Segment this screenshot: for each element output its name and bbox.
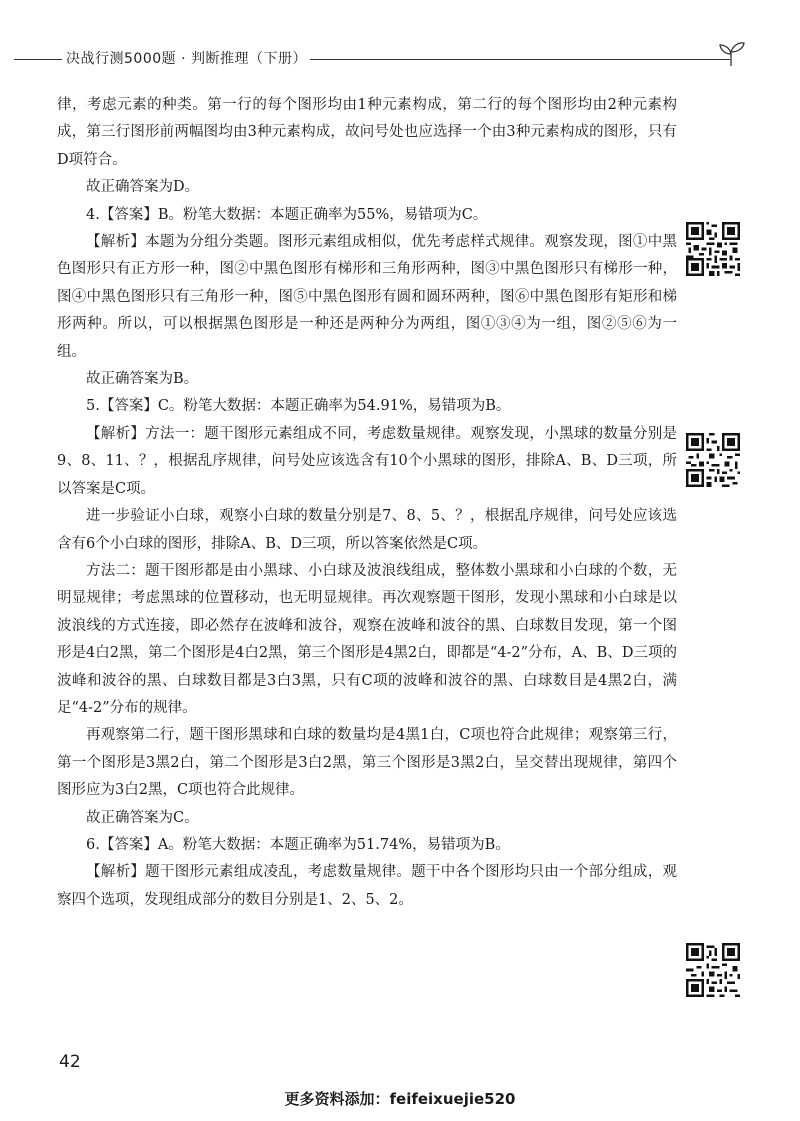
solution-text (57, 92, 677, 914)
paragraph: 再观察第二行，题干图形黑球和白球的数量均是4黑1白，C项也符合此规律；观察第三行，第一个图形是3黑2白，第二个图形是3白2黑，第三个图形是3黑2白，呈交替出现规律，第四个图形应为3白2黑，C项也符合此规律。 (57, 727, 677, 799)
paragraph: 故正确答案为D。 (86, 179, 200, 196)
qr-code-icon[interactable] (686, 433, 740, 487)
paragraph: 律，考虑元素的种类。第一行的每个图形均由1种元素构成，第二行的每个图形均由2种元素构成，第三行图形前两幅图均由3种元素构成，故问号处也应选择一个由3种元素构成的图形，只有D项符合。 (57, 97, 677, 168)
paragraph: 故正确答案为B。 (86, 371, 199, 388)
answer-line: 5.【答案】C。粉笔大数据：本题正确率为54.91%，易错项为B。 (86, 398, 511, 415)
analysis-paragraph: 【解析】题干图形元素组成凌乱，考虑数量规律。题干中各个图形均只由一个部分组成，观察四个选项，发现组成部分的数目分别是1、2、5、2。 (57, 864, 677, 908)
header-rule-right (310, 59, 730, 60)
paragraph: 故正确答案为C。 (86, 809, 199, 826)
paragraph: 进一步验证小白球，观察小白球的数量分别是7、8、5、？，根据乱序规律，问号处应该选含有6个小白球的图形，排除A、B、D三项，所以答案依然是C项。 (57, 508, 677, 552)
answer-line: 4.【答案】B。粉笔大数据：本题正确率为55%，易错项为C。 (86, 206, 488, 223)
page-header (0, 38, 800, 78)
header-rule-left (14, 59, 62, 60)
paragraph: 方法二：题干图形都是由小黑球、小白球及波浪线组成，整体数小黑球和小白球的个数，无明显规律；考虑黑球的位置移动，也无明显规律。再次观察题干图形，发现小黑球和小白球是以波浪线的方式连接，即必然存在波峰和波谷，观察在波峰和波谷的黑、白球数目发现，第一个图形是4白2黑，第二个图形是4白2黑，第三个图形是4黑2白，即都是“4-2”分布，A、B、D三项的波峰和波谷的黑、白球数目都是3白3黑，只有C项的波峰和波谷的黑、白球数目是4黑2白，满足“4-2”分布的规律。 (57, 562, 677, 716)
page-number: 42 (59, 1052, 81, 1072)
qr-code-icon[interactable] (686, 943, 740, 997)
analysis-paragraph: 【解析】本题为分组分类题。图形元素组成相似，优先考虑样式规律。观察发现，图①中黑色图形只有正方形一种，图②中黑色图形有梯形和三角形两种，图③中黑色图形只有梯形一种，图④中黑色图形只有三角形一种，图⑤中黑色图形有圆和圆环两种，图⑥中黑色图形有矩形和梯形两种。所以，可以根据黑色图形是一种还是两种分为两组，图①③④为一组，图②⑤⑥为一组。 (57, 234, 677, 360)
book-title: 决战行测5000题 · 判断推理（下册） (66, 51, 307, 67)
analysis-paragraph: 【解析】方法一：题干图形元素组成不同，考虑数量规律。观察发现，小黑球的数量分别是9、8、11、？，根据乱序规律，问号处应该选含有10个小黑球的图形，排除A、B、D三项，所以答案是C项。 (57, 425, 677, 497)
answer-line: 6.【答案】A。粉笔大数据：本题正确率为51.74%，易错项为B。 (86, 836, 510, 853)
qr-code-icon[interactable] (686, 222, 740, 276)
footer-note: 更多资料添加：feifeixuejie520 (284, 1090, 516, 1108)
sprout-icon (716, 40, 746, 66)
